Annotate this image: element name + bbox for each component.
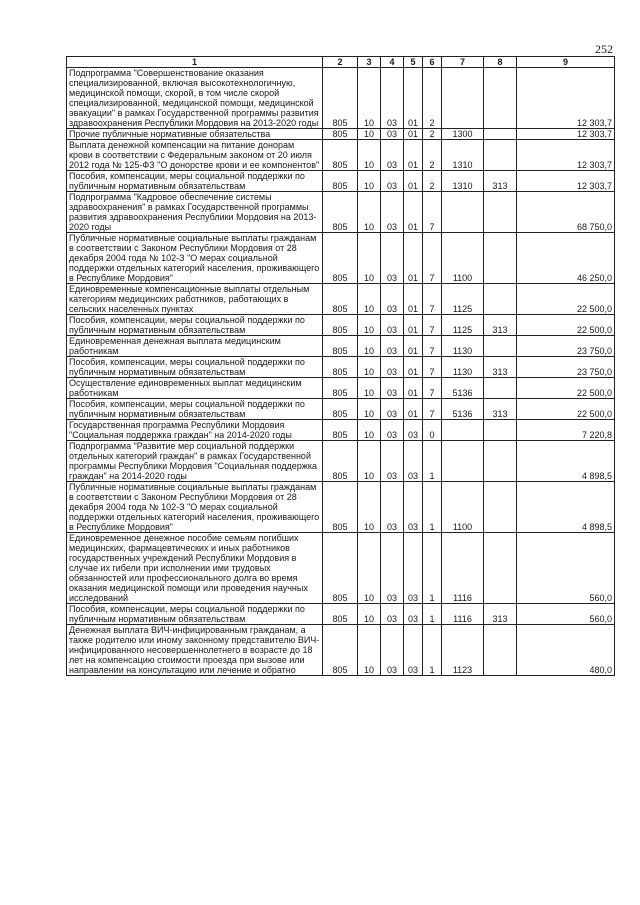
- row-code-cell: [484, 129, 517, 140]
- row-code-cell: 7: [423, 399, 442, 420]
- row-code-cell: [484, 192, 517, 233]
- row-code-cell: 7: [423, 336, 442, 357]
- row-code-cell: 1: [423, 604, 442, 625]
- row-code-cell: 03: [381, 140, 404, 171]
- table-row: [67, 233, 615, 284]
- row-name-cell: Пособия, компенсации, меры социальной поддержки по публичным нормативным обязательствам: [67, 315, 323, 336]
- row-code-cell: 1130: [442, 336, 484, 357]
- row-code-cell: 805: [323, 399, 358, 420]
- row-code-cell: 10: [358, 315, 381, 336]
- row-name-cell: Пособия, компенсации, меры социальной поддержки по публичным нормативным обязательствам: [67, 357, 323, 378]
- row-name-cell: Публичные нормативные социальные выплаты гражданам в соответствии с Законом Республики Мордовия от 28 декабря 2004 года № 102-З "О мерах социальной поддержки отдельных категорий населения, проживающего в Республике Мордовия": [67, 482, 323, 533]
- row-amount-cell: 12 303,7: [517, 129, 615, 140]
- row-code-cell: 805: [323, 129, 358, 140]
- table-row: [67, 625, 615, 676]
- row-code-cell: 10: [358, 284, 381, 315]
- row-code-cell: 2: [423, 68, 442, 129]
- header-cell: 1: [67, 57, 323, 68]
- table-row: [67, 441, 615, 482]
- header-cell: 8: [484, 57, 517, 68]
- row-code-cell: 805: [323, 68, 358, 129]
- row-name-cell: Публичные нормативные социальные выплаты гражданам в соответствии с Законом Республики Мордовия от 28 декабря 2004 года № 102-З "О мерах социальной поддержки отдельных категорий населения, проживающего в Республике Мордовия": [67, 233, 323, 284]
- row-code-cell: 10: [358, 171, 381, 192]
- row-code-cell: 10: [358, 625, 381, 676]
- row-code-cell: 805: [323, 378, 358, 399]
- row-code-cell: 03: [381, 233, 404, 284]
- row-code-cell: 03: [381, 284, 404, 315]
- row-code-cell: 10: [358, 482, 381, 533]
- row-code-cell: [442, 192, 484, 233]
- row-amount-cell: 4 898,5: [517, 482, 615, 533]
- table-row: [67, 171, 615, 192]
- row-amount-cell: 560,0: [517, 533, 615, 604]
- row-amount-cell: 22 500,0: [517, 315, 615, 336]
- row-amount-cell: 12 303,7: [517, 171, 615, 192]
- row-code-cell: 1100: [442, 233, 484, 284]
- table-row: [67, 284, 615, 315]
- table-row: [67, 399, 615, 420]
- table-row: [67, 604, 615, 625]
- row-code-cell: 7: [423, 315, 442, 336]
- row-code-cell: 1: [423, 533, 442, 604]
- row-amount-cell: 22 500,0: [517, 399, 615, 420]
- row-code-cell: 805: [323, 420, 358, 441]
- row-code-cell: 805: [323, 336, 358, 357]
- row-code-cell: [484, 482, 517, 533]
- row-code-cell: 1: [423, 482, 442, 533]
- row-code-cell: 03: [404, 420, 423, 441]
- row-code-cell: 805: [323, 441, 358, 482]
- row-code-cell: 10: [358, 68, 381, 129]
- row-code-cell: 805: [323, 533, 358, 604]
- row-code-cell: [442, 441, 484, 482]
- row-code-cell: 03: [381, 604, 404, 625]
- row-code-cell: 03: [381, 625, 404, 676]
- row-code-cell: [484, 284, 517, 315]
- row-code-cell: 805: [323, 482, 358, 533]
- row-amount-cell: 4 898,5: [517, 441, 615, 482]
- row-name-cell: Подпрограмма "Кадровое обеспечение системы здравоохранения" в рамках Государственной программы развития здравоохранения Республики Мордовия на 2013-2020 годы: [67, 192, 323, 233]
- row-code-cell: 10: [358, 441, 381, 482]
- row-code-cell: [484, 233, 517, 284]
- row-name-cell: Подпрограмма "Развитие мер социальной поддержки отдельных категорий граждан" в рамках Государственной программы Республики Мордовия "Социальная поддержка граждан" на 2014-2020 годы: [67, 441, 323, 482]
- header-row: [67, 57, 615, 68]
- page-number: 252: [595, 42, 613, 56]
- row-code-cell: 1: [423, 625, 442, 676]
- row-code-cell: 01: [404, 192, 423, 233]
- row-amount-cell: 480,0: [517, 625, 615, 676]
- row-code-cell: 313: [484, 604, 517, 625]
- row-code-cell: 5136: [442, 399, 484, 420]
- row-code-cell: 1116: [442, 604, 484, 625]
- table-row: [67, 357, 615, 378]
- row-amount-cell: 68 750,0: [517, 192, 615, 233]
- row-code-cell: 1125: [442, 284, 484, 315]
- row-code-cell: 03: [381, 482, 404, 533]
- row-code-cell: 03: [381, 192, 404, 233]
- row-code-cell: 805: [323, 284, 358, 315]
- row-code-cell: 10: [358, 129, 381, 140]
- row-code-cell: 805: [323, 233, 358, 284]
- row-name-cell: Пособия, компенсации, меры социальной поддержки по публичным нормативным обязательствам: [67, 399, 323, 420]
- row-name-cell: Государственная программа Республики Мордовия "Социальная поддержка граждан" на 2014-2020 годы: [67, 420, 323, 441]
- budget-table: [66, 56, 615, 676]
- row-code-cell: 1125: [442, 315, 484, 336]
- row-code-cell: 10: [358, 420, 381, 441]
- row-code-cell: [484, 140, 517, 171]
- row-code-cell: 1310: [442, 140, 484, 171]
- row-code-cell: 10: [358, 604, 381, 625]
- row-code-cell: 1100: [442, 482, 484, 533]
- row-code-cell: 03: [404, 482, 423, 533]
- row-name-cell: Осуществление единовременных выплат медицинским работникам: [67, 378, 323, 399]
- header-cell: 2: [323, 57, 358, 68]
- row-code-cell: [484, 420, 517, 441]
- row-amount-cell: 12 303,7: [517, 140, 615, 171]
- row-code-cell: 01: [404, 233, 423, 284]
- row-name-cell: Единовременное денежное пособие семьям погибших медицинских, фармацевтических и иных работников государственных учреждений Республики Мордовия в случае их гибели при исполнении ими трудовых обязанностей или профессионального долга во время оказания медицинской помощи или проведения научных исследований: [67, 533, 323, 604]
- table-row: [67, 378, 615, 399]
- row-code-cell: 01: [404, 284, 423, 315]
- row-code-cell: 1310: [442, 171, 484, 192]
- row-code-cell: 1123: [442, 625, 484, 676]
- header-cell: 9: [517, 57, 615, 68]
- row-name-cell: Прочие публичные нормативные обязательства: [67, 129, 323, 140]
- header-cell: 5: [404, 57, 423, 68]
- row-code-cell: 805: [323, 140, 358, 171]
- row-code-cell: 01: [404, 357, 423, 378]
- row-code-cell: 03: [381, 129, 404, 140]
- row-name-cell: Денежная выплата ВИЧ-инфицированным гражданам, а также родителю или иному законному представителю ВИЧ-инфицированного несовершеннолетнего в возрасте до 18 лет на компенсацию стоимости проезда при вызове или направлении на консультацию или лечение и обратно: [67, 625, 323, 676]
- row-code-cell: 03: [381, 171, 404, 192]
- row-code-cell: 03: [404, 441, 423, 482]
- row-code-cell: [484, 68, 517, 129]
- row-code-cell: 10: [358, 192, 381, 233]
- row-code-cell: 03: [381, 336, 404, 357]
- row-code-cell: 7: [423, 233, 442, 284]
- row-code-cell: [484, 378, 517, 399]
- row-code-cell: 03: [381, 533, 404, 604]
- row-code-cell: 01: [404, 140, 423, 171]
- row-code-cell: 10: [358, 140, 381, 171]
- row-code-cell: 03: [381, 420, 404, 441]
- row-code-cell: 7: [423, 357, 442, 378]
- row-code-cell: 313: [484, 357, 517, 378]
- row-amount-cell: 560,0: [517, 604, 615, 625]
- row-code-cell: 01: [404, 378, 423, 399]
- row-code-cell: 03: [381, 399, 404, 420]
- row-amount-cell: 22 500,0: [517, 284, 615, 315]
- row-code-cell: 03: [381, 315, 404, 336]
- table-row: [67, 420, 615, 441]
- row-amount-cell: 22 500,0: [517, 378, 615, 399]
- row-code-cell: 01: [404, 399, 423, 420]
- row-code-cell: 10: [358, 233, 381, 284]
- header-cell: 7: [442, 57, 484, 68]
- header-cell: 6: [423, 57, 442, 68]
- row-code-cell: 313: [484, 171, 517, 192]
- row-code-cell: 10: [358, 399, 381, 420]
- row-amount-cell: 7 220,8: [517, 420, 615, 441]
- row-code-cell: 10: [358, 533, 381, 604]
- table-row: [67, 336, 615, 357]
- row-code-cell: 2: [423, 129, 442, 140]
- row-code-cell: 1300: [442, 129, 484, 140]
- row-code-cell: 805: [323, 604, 358, 625]
- row-code-cell: 1: [423, 441, 442, 482]
- row-code-cell: 7: [423, 378, 442, 399]
- row-code-cell: 01: [404, 336, 423, 357]
- table-row: [67, 192, 615, 233]
- row-code-cell: 805: [323, 357, 358, 378]
- row-code-cell: 03: [381, 441, 404, 482]
- row-code-cell: 03: [381, 357, 404, 378]
- row-code-cell: 805: [323, 315, 358, 336]
- row-code-cell: 03: [404, 533, 423, 604]
- row-code-cell: 01: [404, 315, 423, 336]
- row-name-cell: Пособия, компенсации, меры социальной поддержки по публичным нормативным обязательствам: [67, 171, 323, 192]
- row-code-cell: 805: [323, 625, 358, 676]
- row-code-cell: [484, 336, 517, 357]
- header-cell: 4: [381, 57, 404, 68]
- table-row: [67, 533, 615, 604]
- header-cell: 3: [358, 57, 381, 68]
- row-code-cell: 03: [381, 378, 404, 399]
- row-code-cell: 01: [404, 129, 423, 140]
- row-code-cell: 0: [423, 420, 442, 441]
- table-row: [67, 68, 615, 129]
- row-code-cell: 7: [423, 284, 442, 315]
- row-code-cell: 1116: [442, 533, 484, 604]
- row-amount-cell: 46 250,0: [517, 233, 615, 284]
- row-code-cell: 2: [423, 140, 442, 171]
- row-code-cell: 10: [358, 336, 381, 357]
- table-row: [67, 140, 615, 171]
- row-name-cell: Выплата денежной компенсации на питание донорам крови в соответствии с Федеральным законом от 20 июля 2012 года № 125-ФЗ "О донорстве крови и ее компонентов": [67, 140, 323, 171]
- row-code-cell: 805: [323, 192, 358, 233]
- row-code-cell: 7: [423, 192, 442, 233]
- table-row: [67, 129, 615, 140]
- row-name-cell: Подпрограмма "Совершенствование оказания специализированной, включая высокотехнологичную, медицинской помощи, скорой, в том числе скорой специализированной, медицинской помощи, медицинской эвакуации" в рамках Государственной программы развития здравоохранения Республики Мордовия на 2013-2020 годы: [67, 68, 323, 129]
- table-row: [67, 482, 615, 533]
- row-code-cell: 805: [323, 171, 358, 192]
- row-name-cell: Пособия, компенсации, меры социальной поддержки по публичным нормативным обязательствам: [67, 604, 323, 625]
- row-code-cell: [442, 420, 484, 441]
- row-code-cell: 01: [404, 68, 423, 129]
- row-code-cell: 10: [358, 357, 381, 378]
- table-row: [67, 315, 615, 336]
- row-code-cell: 2: [423, 171, 442, 192]
- row-code-cell: 5136: [442, 378, 484, 399]
- row-code-cell: 10: [358, 378, 381, 399]
- row-code-cell: [484, 533, 517, 604]
- row-amount-cell: 23 750,0: [517, 336, 615, 357]
- row-name-cell: Единовременная денежная выплата медицинским работникам: [67, 336, 323, 357]
- row-amount-cell: 12 303,7: [517, 68, 615, 129]
- row-amount-cell: 23 750,0: [517, 357, 615, 378]
- row-code-cell: 01: [404, 171, 423, 192]
- row-code-cell: 313: [484, 399, 517, 420]
- row-code-cell: [442, 68, 484, 129]
- row-code-cell: 03: [404, 625, 423, 676]
- row-name-cell: Единовременные компенсационные выплаты отдельным категориям медицинских работников, работающих в сельских населенных пунктах: [67, 284, 323, 315]
- row-code-cell: 03: [404, 604, 423, 625]
- row-code-cell: [484, 441, 517, 482]
- row-code-cell: 313: [484, 315, 517, 336]
- row-code-cell: 03: [381, 68, 404, 129]
- row-code-cell: 1130: [442, 357, 484, 378]
- row-code-cell: [484, 625, 517, 676]
